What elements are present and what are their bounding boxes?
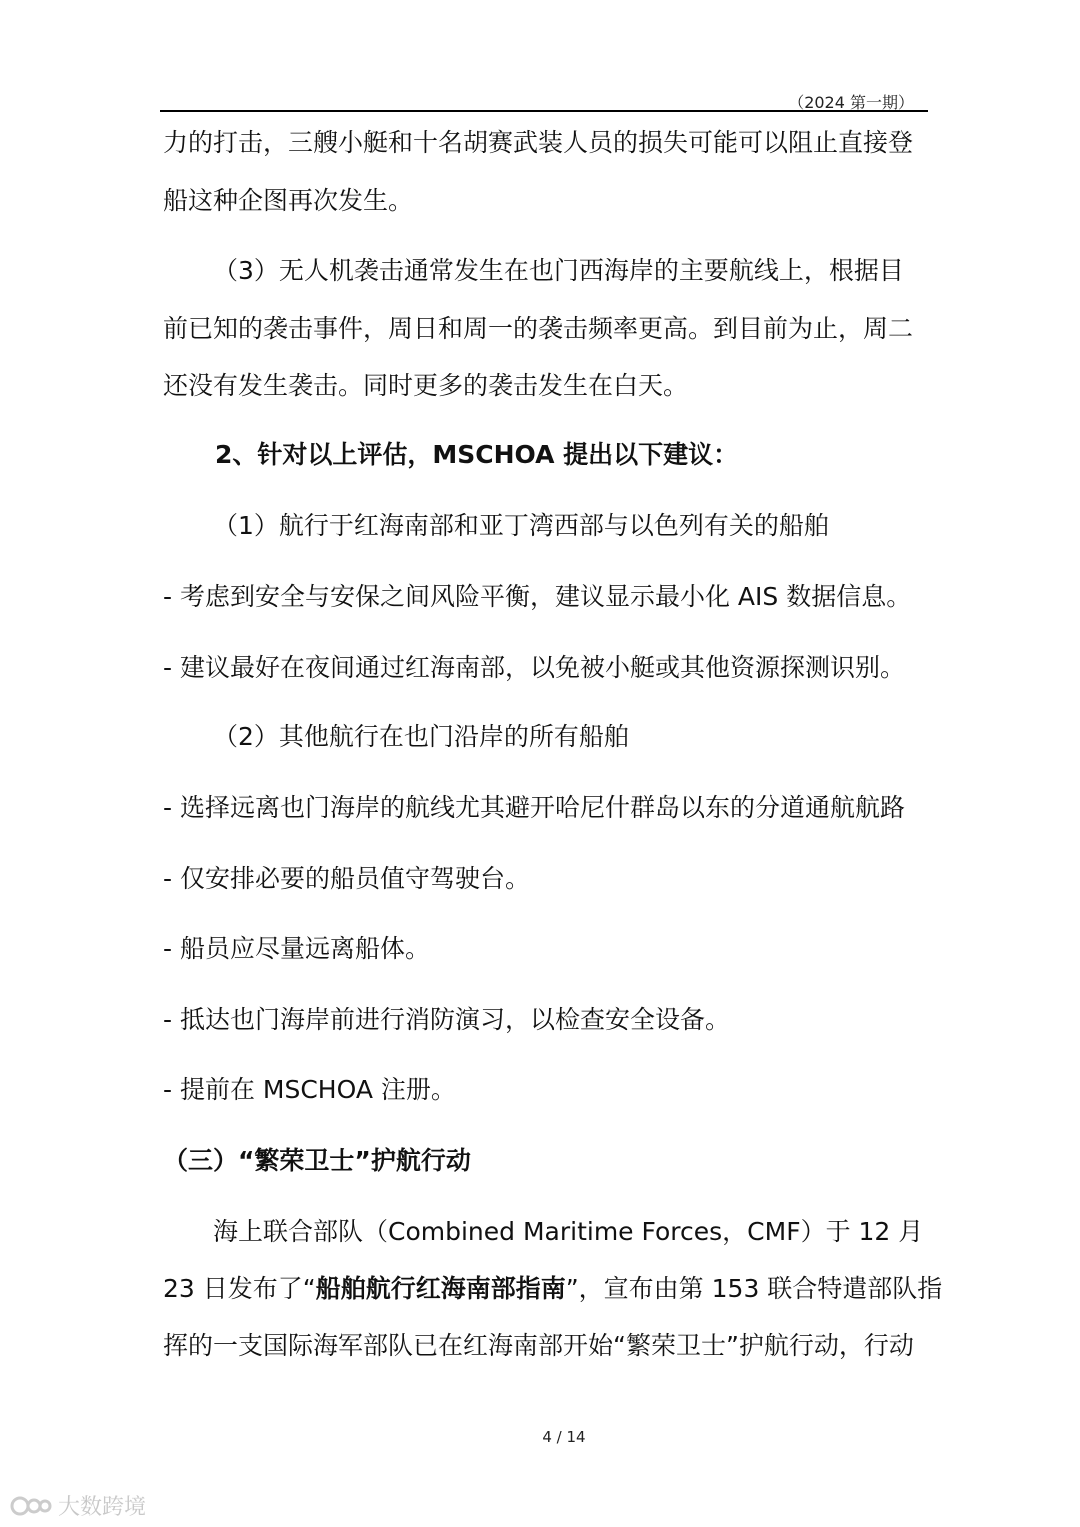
section-heading: 2、针对以上评估，MSCHOA 提出以下建议： xyxy=(215,440,739,469)
bullet-item: - 船员应尽量远离船体。 xyxy=(163,934,430,963)
paragraph-line: 船这种企图再次发生。 xyxy=(163,186,414,215)
subheading: （2）其他航行在也门沿岸的所有船舶 xyxy=(213,722,629,751)
paragraph-line: 挥的一支国际海军部队已在红海南部开始“繁荣卫士”护航行动，行动 xyxy=(163,1331,914,1360)
bullet-item: - 提前在 MSCHOA 注册。 xyxy=(163,1075,456,1104)
paragraph-line: （3）无人机袭击通常发生在也门西海岸的主要航线上，根据目 xyxy=(213,256,904,285)
bullet-item: - 抵达也门海岸前进行消防演习，以检查安全设备。 xyxy=(163,1005,730,1034)
header-issue-label: （2024 第一期） xyxy=(788,93,914,112)
paragraph-line: 前已知的袭击事件，周日和周一的袭击频率更高。到目前为止，周二 xyxy=(163,314,914,343)
bullet-item: - 建议最好在夜间通过红海南部，以免被小艇或其他资源探测识别。 xyxy=(163,653,905,682)
paragraph-text: ”，宣布由第 153 联合特遣部队指 xyxy=(565,1274,943,1303)
bullet-item: - 选择远离也门海岸的航线尤其避开哈尼什群岛以东的分道通航航路 xyxy=(163,793,905,822)
paragraph-line: 海上联合部队（Combined Maritime Forces，CMF）于 12 月 xyxy=(213,1217,924,1246)
watermark-text: 大数跨境 xyxy=(58,1495,147,1520)
header-rule xyxy=(160,110,928,112)
bullet-item: - 考虑到安全与安保之间风险平衡，建议显示最小化 AIS 数据信息。 xyxy=(163,582,912,611)
subheading: （1）航行于红海南部和亚丁湾西部与以色列有关的船舶 xyxy=(213,511,829,540)
watermark xyxy=(10,1490,146,1521)
paragraph-text: 23 日发布了“ xyxy=(163,1274,316,1303)
bullet-item: - 仅安排必要的船员值守驾驶台。 xyxy=(163,864,530,893)
paragraph-line: 力的打击，三艘小艇和十名胡赛武装人员的损失可能可以阻止直接登 xyxy=(163,128,914,157)
guide-title: 船舶航行红海南部指南 xyxy=(315,1274,566,1303)
page-number: 4 / 14 xyxy=(542,1428,586,1446)
watermark-logo-icon xyxy=(10,1493,52,1519)
paragraph-line xyxy=(163,1274,942,1304)
section-title: （三）“繁荣卫士”护航行动 xyxy=(163,1146,471,1175)
paragraph-line: 还没有发生袭击。同时更多的袭击发生在白天。 xyxy=(163,371,689,400)
